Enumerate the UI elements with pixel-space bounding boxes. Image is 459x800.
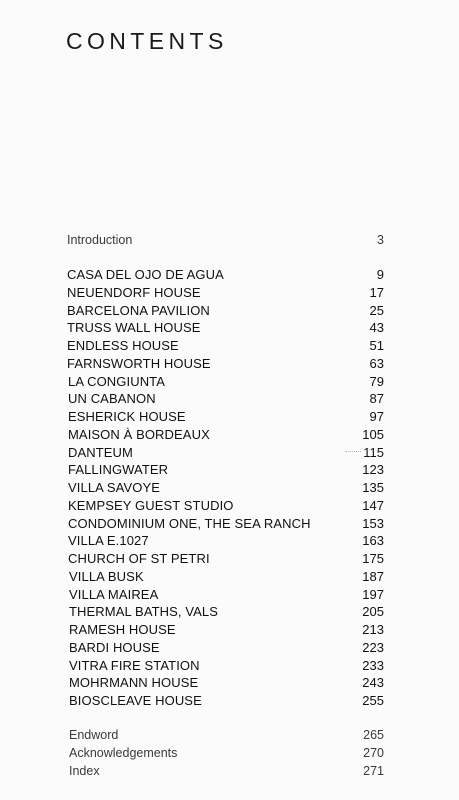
toc-page-number: 97	[369, 409, 384, 424]
page-title: CONTENTS	[66, 28, 228, 54]
toc-row	[0, 461, 459, 478]
toc-label: LA CONGIUNTA	[68, 374, 166, 389]
toc-page-number: 25	[369, 303, 384, 318]
toc-label: CASA DEL OJO DE AGUA	[67, 267, 224, 282]
toc-row	[0, 657, 459, 674]
toc-page-number: 243	[362, 675, 384, 690]
toc-label: TRUSS WALL HOUSE	[67, 320, 201, 335]
toc-label: VILLA MAIREA	[69, 587, 159, 602]
toc-label: UN CABANON	[68, 391, 156, 406]
toc-label: VILLA SAVOYE	[68, 480, 161, 495]
toc-page-number: 43	[369, 320, 384, 335]
toc-page-number: 271	[363, 764, 384, 778]
toc-row	[0, 674, 459, 691]
toc-label: Introduction	[67, 233, 133, 247]
toc-page-number: 265	[363, 728, 384, 742]
toc-label: BARDI HOUSE	[69, 640, 160, 655]
toc-label: MAISON À BORDEAUX	[68, 427, 210, 442]
toc-row	[0, 302, 459, 319]
toc-page-number: 205	[362, 604, 384, 619]
toc-row	[0, 479, 459, 496]
toc-label: NEUENDORF HOUSE	[67, 285, 201, 300]
toc-label: BIOSCLEAVE HOUSE	[69, 693, 202, 708]
toc-row	[0, 586, 459, 603]
toc-row-index	[0, 763, 459, 780]
toc-page-number: 3	[377, 233, 384, 247]
toc-page-number: 63	[369, 356, 384, 371]
toc-page-number: 87	[369, 391, 384, 406]
toc-label: RAMESH HOUSE	[69, 622, 176, 637]
toc-page-number: 187	[362, 569, 384, 584]
toc-page-number: 135	[362, 480, 384, 495]
toc-label: VILLA BUSK	[69, 569, 144, 584]
toc-row	[0, 639, 459, 656]
toc-label: Endword	[69, 728, 119, 742]
toc-label: DANTEUM	[68, 445, 133, 460]
toc-row	[0, 355, 459, 372]
toc-label: Acknowledgements	[69, 746, 178, 760]
toc-page-number: 213	[362, 622, 384, 637]
toc-page-number: 115	[363, 445, 384, 460]
toc-row	[0, 497, 459, 514]
toc-row	[0, 319, 459, 336]
toc-page-number: 233	[362, 658, 384, 673]
toc-page-number: 79	[369, 374, 384, 389]
toc-row-endword	[0, 727, 459, 744]
leader-dots	[345, 451, 361, 453]
toc-row	[0, 621, 459, 638]
toc-page-number: 175	[362, 551, 384, 566]
toc-page-number: 197	[362, 587, 384, 602]
toc-page-number: 255	[362, 693, 384, 708]
toc-page-number: 163	[362, 533, 384, 548]
toc-page-number: 105	[362, 427, 384, 442]
toc-page-number: 51	[369, 338, 384, 353]
toc-row	[0, 373, 459, 390]
toc-page-number: 270	[363, 746, 384, 760]
toc-label: ESHERICK HOUSE	[68, 409, 186, 424]
toc-label: ENDLESS HOUSE	[67, 338, 179, 353]
toc-row-introduction	[0, 232, 459, 249]
toc-label: BARCELONA PAVILION	[67, 303, 210, 318]
toc-label: MOHRMANN HOUSE	[69, 675, 199, 690]
toc-page-number: 153	[362, 516, 384, 531]
toc-row	[0, 444, 459, 461]
toc-row	[0, 532, 459, 549]
toc-label: FARNSWORTH HOUSE	[67, 356, 211, 371]
toc-row	[0, 568, 459, 585]
toc-row	[0, 337, 459, 354]
toc-label: VITRA FIRE STATION	[69, 658, 200, 673]
toc-row	[0, 692, 459, 709]
toc-row-acknowledgements	[0, 745, 459, 762]
toc-page-number: 9	[376, 267, 384, 282]
toc-row	[0, 390, 459, 407]
toc-page-number: 123	[362, 462, 384, 477]
toc-row	[0, 284, 459, 301]
toc-label: Index	[69, 764, 100, 778]
toc-label: CONDOMINIUM ONE, THE SEA RANCH	[68, 516, 311, 531]
toc-label: FALLINGWATER	[68, 462, 169, 477]
toc-row	[0, 426, 459, 443]
toc-label: THERMAL BATHS, VALS	[69, 604, 219, 619]
toc-row	[0, 550, 459, 567]
toc-page-number: 147	[362, 498, 384, 513]
toc-label: VILLA E.1027	[68, 533, 149, 548]
toc-page-number: 17	[369, 285, 384, 300]
toc-label: CHURCH OF ST PETRI	[68, 551, 210, 566]
toc-row	[0, 408, 459, 425]
toc-page-number: 223	[362, 640, 384, 655]
toc-label: KEMPSEY GUEST STUDIO	[68, 498, 234, 513]
toc-row	[0, 603, 459, 620]
toc-row	[0, 266, 459, 283]
toc-row	[0, 515, 459, 532]
